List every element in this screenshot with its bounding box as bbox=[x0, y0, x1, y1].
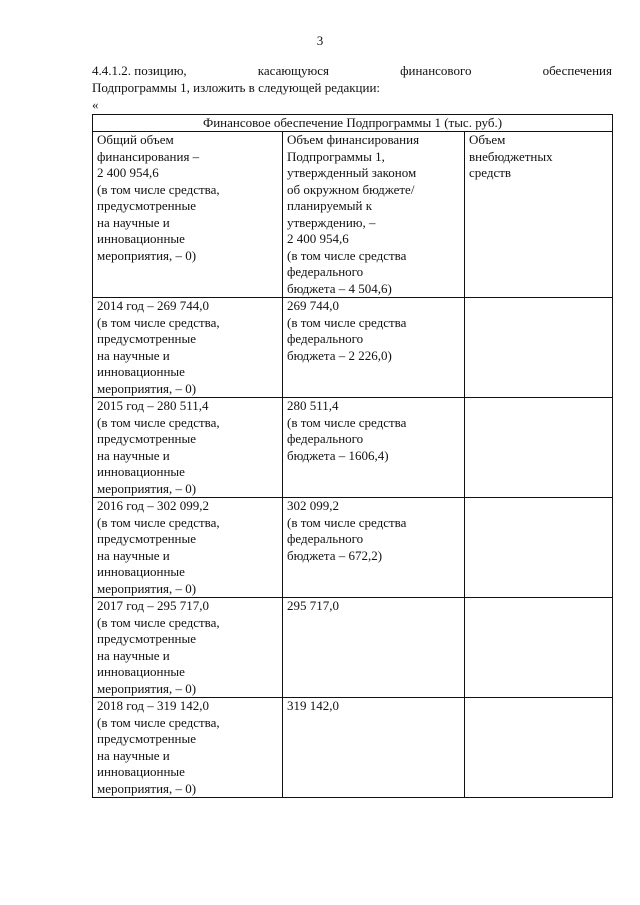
year-extrabudgetary-cell bbox=[465, 398, 613, 498]
intro-line-1 bbox=[92, 62, 612, 79]
year-extrabudgetary-cell bbox=[465, 498, 613, 598]
header-extrabudgetary: Объем внебюджетных средств bbox=[465, 132, 613, 298]
table-caption: Финансовое обеспечение Подпрограммы 1 (тыс. руб.) bbox=[93, 115, 613, 132]
year-approved-cell: 269 744,0 (в том числе средства федерального бюджета – 2 226,0) bbox=[283, 298, 465, 398]
header-approved-financing: Объем финансирования Подпрограммы 1, утвержденный законом об окружном бюджете/ планируемый к утверждению, – 2 400 954,6 (в том числе средства федерального бюджета – 4 504,6) bbox=[283, 132, 465, 298]
intro-line-2: Подпрограммы 1, изложить в следующей редакции: bbox=[92, 80, 381, 95]
header-total-financing: Общий объем финансирования – 2 400 954,6 (в том числе средства, предусмотренные на научные и инновационные мероприятия, – 0) bbox=[93, 132, 283, 298]
opening-quote: « bbox=[92, 97, 99, 112]
intro-word-2: касающуюся bbox=[257, 63, 330, 78]
year-extrabudgetary-cell bbox=[465, 298, 613, 398]
year-total-cell: 2014 год – 269 744,0 (в том числе средства, предусмотренные на научные и инновационные мероприятия, – 0) bbox=[93, 298, 283, 398]
table-row bbox=[93, 498, 613, 598]
table-row bbox=[93, 598, 613, 698]
year-total-cell: 2015 год – 280 511,4 (в том числе средства, предусмотренные на научные и инновационные мероприятия, – 0) bbox=[93, 398, 283, 498]
year-total-cell: 2017 год – 295 717,0 (в том числе средства, предусмотренные на научные и инновационные мероприятия, – 0) bbox=[93, 598, 283, 698]
page-number: 3 bbox=[316, 33, 324, 48]
year-approved-cell: 295 717,0 bbox=[283, 598, 465, 698]
table-row bbox=[93, 398, 613, 498]
year-approved-cell: 319 142,0 bbox=[283, 698, 465, 798]
table-header-row bbox=[93, 132, 613, 298]
year-approved-cell: 302 099,2 (в том числе средства федерального бюджета – 672,2) bbox=[283, 498, 465, 598]
table-row bbox=[93, 698, 613, 798]
year-extrabudgetary-cell bbox=[465, 598, 613, 698]
year-approved-cell: 280 511,4 (в том числе средства федерального бюджета – 1606,4) bbox=[283, 398, 465, 498]
intro-word-4: обеспечения bbox=[542, 63, 612, 78]
intro-word-1: 4.4.1.2. позицию, bbox=[92, 63, 187, 78]
table-row bbox=[93, 298, 613, 398]
year-total-cell: 2018 год – 319 142,0 (в том числе средства, предусмотренные на научные и инновационные мероприятия, – 0) bbox=[93, 698, 283, 798]
financing-table bbox=[92, 114, 613, 798]
year-total-cell: 2016 год – 302 099,2 (в том числе средства, предусмотренные на научные и инновационные мероприятия, – 0) bbox=[93, 498, 283, 598]
table-caption-row bbox=[93, 115, 613, 132]
year-extrabudgetary-cell bbox=[465, 698, 613, 798]
intro-word-3: финансового bbox=[400, 63, 472, 78]
